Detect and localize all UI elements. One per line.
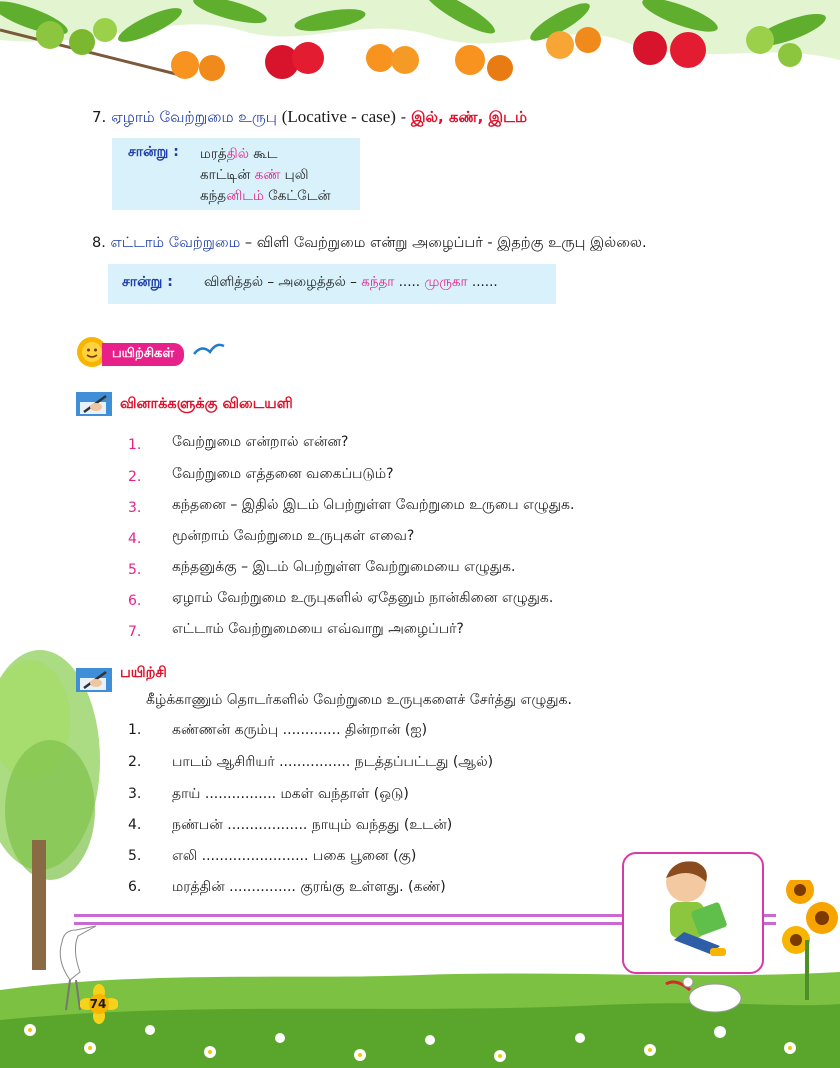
question-text: கந்தனுக்கு – இடம் பெற்றுள்ள வேற்றுமையை எழுதுக. [172, 559, 516, 575]
example7-label: சான்று : [128, 144, 179, 160]
fruit-leaves-banner [0, 0, 840, 100]
example8-text: விளித்தல் – அழைத்தல் – கந்தா ..... முருகா ...... [204, 274, 498, 290]
exercise-instruction: கீழ்க்காணும் தொடர்களில் வேற்றுமை உருபுகளைச் சேர்த்து எழுதுக. [146, 692, 572, 708]
question-text: வேற்றுமை எத்தனை வகைப்படும்? [172, 466, 394, 482]
page-number: 74 [89, 997, 107, 1011]
list-item: 4. [128, 531, 142, 547]
question-text: ஏழாம் வேற்றுமை உருபுகளில் ஏதேனும் நான்கினை எழுதுக. [172, 590, 554, 606]
question-text: கந்தனை – இதில் இடம் பெற்றுள்ள வேற்றுமை உருபை எழுதுக. [172, 497, 575, 513]
question-text: மூன்றாம் வேற்றுமை உருபுகள் எவை? [172, 528, 415, 544]
list-item: 6. [128, 593, 142, 609]
case7-english: (Locative - case) [281, 107, 396, 126]
exercise-text: எலி ........................ பகை பூனை (கு) [172, 848, 417, 864]
example7-line: காட்டின் கண் புலி [200, 167, 309, 183]
case7-number: 7. [92, 108, 107, 126]
example8-label: சான்று : [122, 274, 173, 290]
case8-rest: – விளி வேற்றுமை என்று அழைப்பர் - இதற்கு உருபு இல்லை. [244, 235, 647, 251]
list-item: 4. [128, 817, 142, 833]
case8-name: எட்டாம் வேற்றுமை [110, 235, 241, 251]
case7-dash: - [400, 108, 407, 126]
example7-lines [200, 144, 331, 207]
list-item: 7. [128, 624, 142, 640]
exercise-text: தாய் ................ மகள் வந்தாள் (ஒடு) [172, 786, 409, 802]
case7-name: ஏழாம் வேற்றுமை உருபு [111, 108, 277, 126]
exercise-text: பாடம் ஆசிரியர் ................ நடத்தப்பட்டது (ஆல்) [172, 754, 494, 770]
exercise-heading: பயிற்சி [120, 665, 167, 681]
example7-line: கந்தனிடம் கேட்டேன் [200, 188, 331, 204]
example7-line: மரத்தில் கூட [200, 146, 278, 162]
list-item: 1. [128, 437, 142, 453]
case8-line [92, 235, 647, 253]
exercise-text: கண்ணன் கரும்பு ............. தின்றான் (ஐ) [172, 722, 428, 738]
grass-flowers-illustration [0, 880, 840, 1068]
exercise-text: நண்பன் .................. நாயும் வந்தது (உடன்) [172, 817, 453, 833]
writing-hand-icon [76, 668, 112, 692]
bird-icon [192, 338, 226, 360]
case7-line [92, 107, 527, 128]
list-item: 5. [128, 562, 142, 578]
exercise-text: மரத்தின் ............... குரங்கு உள்ளது. (கண்) [172, 879, 446, 895]
list-item: 2. [128, 754, 142, 770]
list-item: 5. [128, 848, 142, 864]
list-item: 6. [128, 879, 142, 895]
writing-hand-icon [76, 392, 112, 416]
case8-number: 8. [92, 235, 106, 251]
list-item: 3. [128, 786, 142, 802]
list-item: 1. [128, 722, 142, 738]
questions-heading: வினாக்களுக்கு விடையளி [120, 396, 293, 412]
list-item: 2. [128, 469, 142, 485]
practice-heading: பயிற்சிகள் [102, 343, 184, 366]
example7-box [112, 138, 360, 210]
question-text: வேற்றுமை என்றால் என்ன? [172, 434, 349, 450]
question-text: எட்டாம் வேற்றுமையை எவ்வாறு அழைப்பர்? [172, 621, 464, 637]
example8-box [108, 264, 556, 304]
list-item: 3. [128, 500, 142, 516]
case7-suffixes: இல், கண், இடம் [410, 108, 528, 126]
